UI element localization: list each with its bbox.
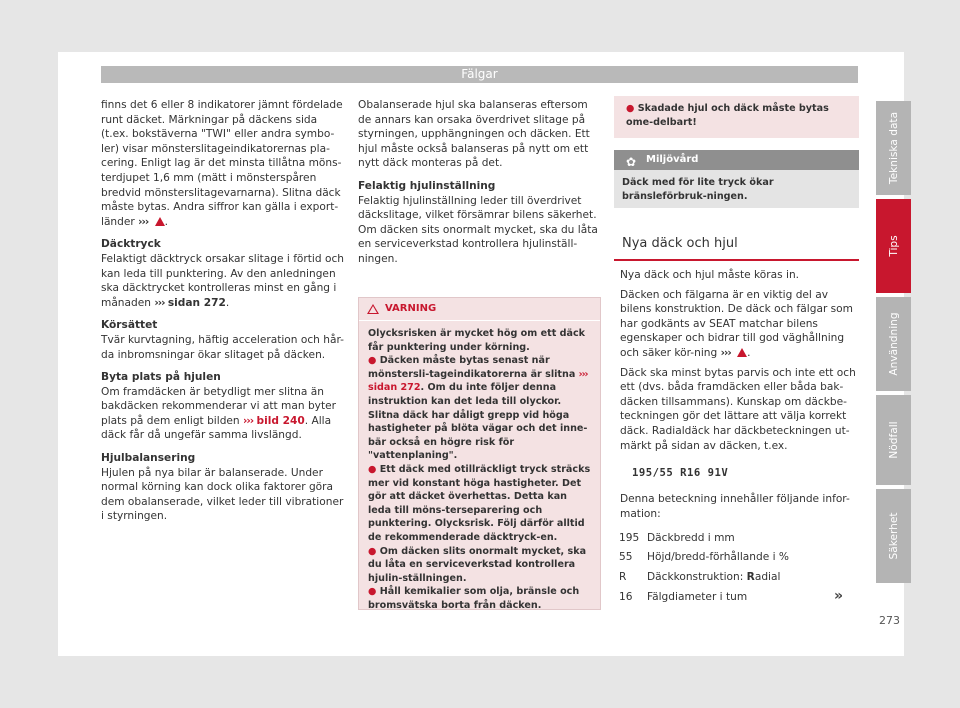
intro-text: finns det 6 eller 8 indikatorer jämnt fördelade runt däcket. Märkningar på däckens sida (t.ex. bokstäverna "TWI" eller andra symbo-ler) visar mönsterslitageindikatorernas pla-cering. Enligt lag är det minsta tillåtna möns-terdjupet 1,6 mm (mätt i mönsterspåren bredvid mönsterslitagevarnarna). Slitna däck måste bytas. Andra siffror kan gälla i export-länder ››› . [101,99,343,228]
column-3 [620,268,860,453]
warning-icon[interactable] [737,348,747,357]
environment-text: Däck med för lite tryck ökar bränsleförbruk-ningen. [622,177,774,202]
damage-notice-box: ● Skadade hjul och däck måste bytas ome-delbart! [614,96,859,138]
flower-icon: ✿ [626,155,637,169]
heading-alignment: Felaktig hjulinställning [358,179,496,192]
environment-box [614,150,859,208]
rotate-wheels-text: Om framdäcken är betydligt mer slitna än bakdäcken rekommenderar vi att man byter plats på dem enligt bilden ››› bild 240. Alla däck får då ungefär samma livslängd. [101,385,336,442]
balancing-text: Hjulen på nya bilar är balanserade. Under normal körning kan dock olika faktorer göra dem obalanserade, vilket leder till vibrationer i styrningen. [101,466,344,523]
environment-title: Miljövård [646,154,699,165]
section-title: Nya däck och hjul [614,231,859,261]
new-tires-p1: Nya däck och hjul måste köras in. [620,269,800,281]
warning-intro: Olycksrisken är mycket hög om ett däck får punktering under körning. [368,328,586,353]
tab-sakerhet[interactable]: Säkerhet [876,489,911,583]
warning-bullet-4: ● Håll kemikalier som olja, bränsle och bromsvätska borta från däcken. [368,586,580,611]
new-tires-p2: Däcken och fälgarna är en viktig del av bilens konstruktion. De däck och fälgar som har godkänts av SEAT matchar bilens egenskaper och bidrar till god väghållning och säker kör-ning ››› . [620,288,853,359]
reference-arrows[interactable]: ››› [138,215,149,228]
designation-info: Denna beteckning innehåller följande infor-mation: [620,493,850,520]
figure-reference-link[interactable]: bild 240 [256,414,305,427]
warning-bullet-2: ● Ett däck med otillräckligt tryck sträcks mer vid konstant höga hastigheter. Det gör att däcket överhettas. Detta kan leda till möns-terseparering och punktering. Olycksrisk. Följ därför alltid de rekommenderade däcktryck-en. [368,463,591,543]
new-tires-p3: Däck ska minst bytas parvis och inte ett och ett (dvs. båda framdäcken eller båda bak-däcken tillsammans). Kunskap om däckbe-teckningen gör det lättare att välja korrekt däck. Radialdäck har däckbeteckningen ut-märkt på sidan av däcken, t.ex. [620,366,856,452]
page-reference-link[interactable]: sidan 272 [167,296,226,309]
tab-nodfall[interactable]: Nödfall [876,395,911,485]
page-number: 273 [879,614,900,627]
heading-tire-pressure: Däcktryck [101,238,161,251]
alignment-text: Felaktig hjulinställning leder till överdrivet däckslitage, vilket försämrar bilens säkerhet. Om däcken sits onormalt mycket, ska du låta en serviceverkstad kontrollera hjulinställ-ningen. [358,194,598,265]
warning-box [358,297,601,610]
warning-header [359,298,600,321]
environment-header [614,150,859,170]
heading-driving-style: Körsättet [101,319,158,332]
warning-triangle-icon [367,304,379,314]
page-header: Fälgar [101,66,858,83]
balancing-cont-text: Obalanserade hjul ska balanseras eftersom de annars kan orsaka överdrivet slitage på styrningen, upphängningen och däcken. Ett hjul måste också balanseras på nytt om ett nytt däck monteras på det. [358,99,590,170]
tab-tips[interactable]: Tips [876,199,911,293]
warning-page-link[interactable]: sidan 272 [368,382,421,394]
tire-designation: 195/55 R16 91V [632,467,729,479]
tire-pressure-text: Felaktigt däcktryck orsakar slitage i förtid och kan leda till punktering. Av den anledningen ska däcktrycket kontrolleras minst en gång i månaden ››› sidan 272. [101,252,344,309]
warning-icon[interactable] [155,217,165,226]
tab-anvandning[interactable]: Användning [876,297,911,391]
heading-rotate-wheels: Byta plats på hjulen [101,371,221,384]
driving-style-text: Tvär kurvtagning, häftig acceleration och hår-da inbromsningar ökar slitaget på däcken. [101,333,344,361]
damage-notice-text: Skadade hjul och däck måste bytas ome-delbart! [626,103,829,128]
column-2 [358,98,601,267]
heading-balancing: Hjulbalansering [101,452,196,465]
warning-bullet-1: ● Däcken måste bytas senast när mönstersli-tageindikatorerna är slitna ››› sidan 272. Om du inte följer denna instruktion kan det leda till olyckor. Slitna däck har dåligt grepp vid höga hastigheter på blöta vägar och det inne-bär också en högre risk för "vattenplaning". [368,355,588,462]
tab-tekniska-data[interactable]: Tekniska data [876,101,911,195]
warning-title: VARNING [385,303,437,314]
column-1 [101,98,344,524]
continue-arrow: » [834,588,844,604]
warning-bullet-3: ● Om däcken slits onormalt mycket, ska du låta en serviceverkstad kontrollera hjulin-ställningen. [368,545,587,584]
